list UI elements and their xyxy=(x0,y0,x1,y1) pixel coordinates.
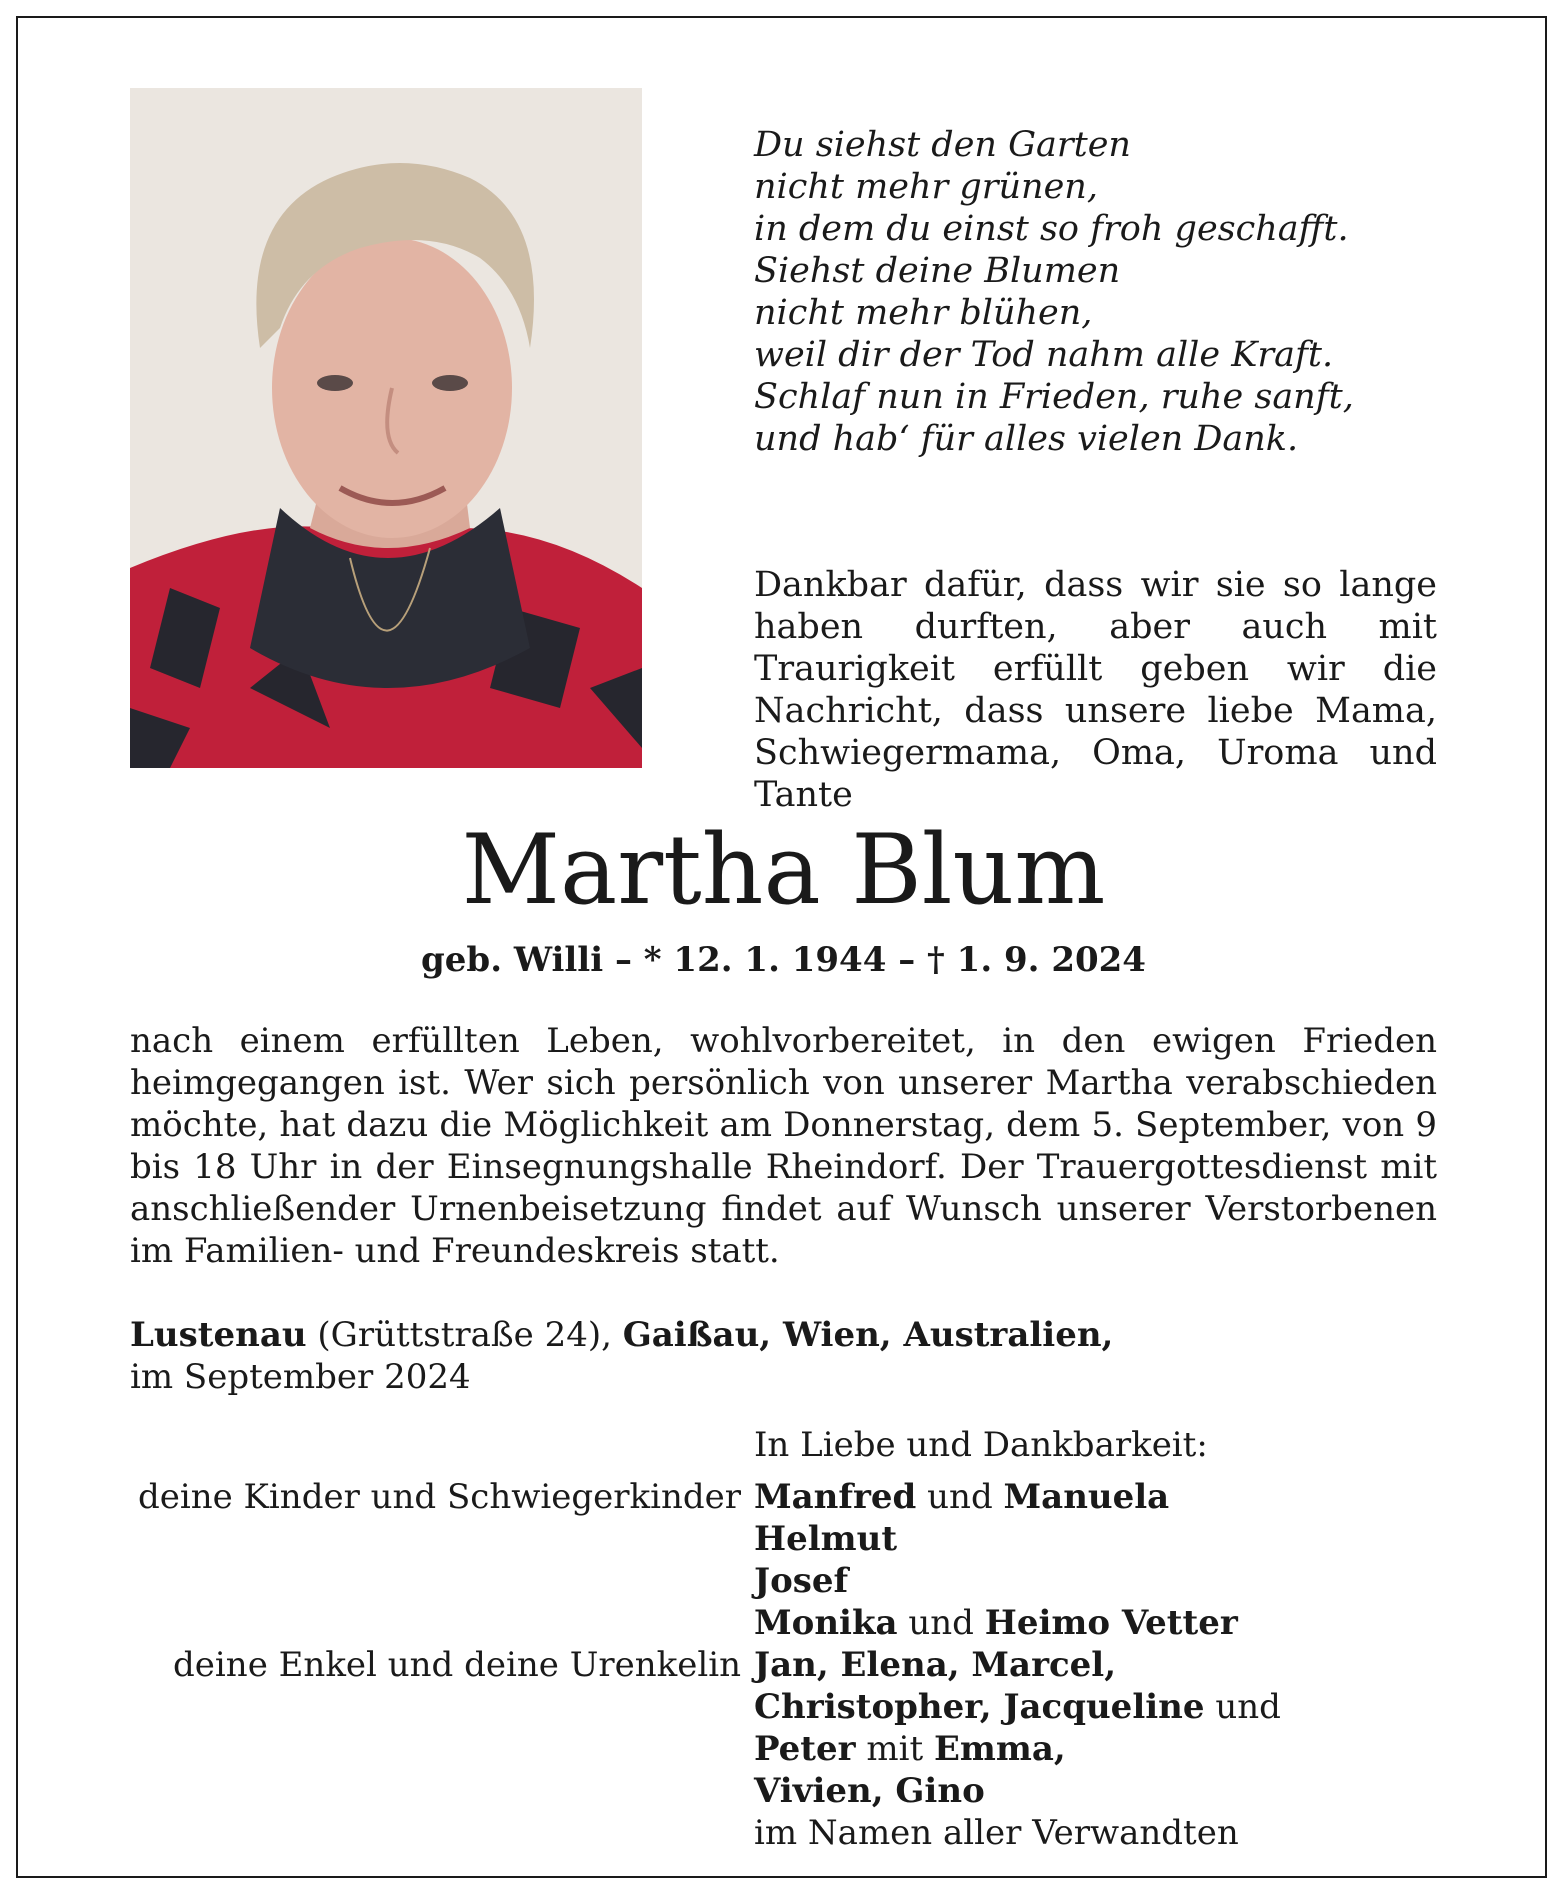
family-names xyxy=(754,1476,1281,1854)
name-line xyxy=(754,1560,1281,1602)
poem xyxy=(754,124,1474,460)
name-line xyxy=(754,1644,1281,1686)
poem-line: und hab‘ für alles vielen Dank. xyxy=(754,419,1299,459)
children-label: deine Kinder und Schwiegerkinder xyxy=(137,1477,741,1517)
closing-line: In Liebe und Dankbarkeit: xyxy=(754,1425,1208,1465)
name-emma: Emma, xyxy=(933,1729,1066,1769)
poem-line: Schlaf nun in Frieden, ruhe sanft, xyxy=(754,377,1354,417)
connector: und xyxy=(1215,1687,1281,1727)
place-and-date xyxy=(130,1314,1437,1398)
name-line xyxy=(754,1770,1281,1812)
intro-paragraph: Dankbar dafür, dass wir sie so lange haben durften, aber auch mit Traurigkeit erfüllt geben wir die Nachricht, dass unsere liebe Mama, Schwiegermama, Oma, Uroma und Tante xyxy=(754,565,1437,815)
name-josef: Josef xyxy=(754,1561,849,1601)
place-line xyxy=(130,1314,1437,1356)
poem-line: Du siehst den Garten xyxy=(754,125,1131,165)
name-line xyxy=(754,1686,1281,1728)
name-line xyxy=(754,1518,1281,1560)
poem-line: nicht mehr blühen, xyxy=(754,293,1093,333)
connector: mit xyxy=(866,1729,924,1769)
date-line: im September 2024 xyxy=(130,1357,471,1397)
deceased-name: Martha Blum xyxy=(461,814,1106,926)
place-others: Gaißau, Wien, Australien, xyxy=(622,1315,1114,1355)
name-vivien-gino: Vivien, Gino xyxy=(754,1771,985,1811)
name-line xyxy=(754,1728,1281,1770)
grandkids-line1: Jan, Elena, Marcel, xyxy=(754,1645,1117,1685)
poem-line: Siehst deine Blumen xyxy=(754,251,1121,291)
connector: und xyxy=(927,1477,993,1517)
grandchildren-label: deine Enkel und deine Urenkelin xyxy=(173,1645,741,1685)
name-christopher-jacqueline: Christopher, Jacqueline xyxy=(754,1687,1205,1727)
place-address: (Grüttstraße 24), xyxy=(317,1315,612,1355)
name-manfred: Manfred xyxy=(754,1477,917,1517)
name-line xyxy=(754,1476,1281,1518)
announcement-paragraph: nach einem erfüllten Leben, wohlvorbereitet, in den ewigen Frieden heimgegangen ist. Wer sich persönlich von unserer Martha verabschieden möchte, hat dazu die Möglichkeit am Donnerstag, dem 5. September, von 9 bis 18 Uhr in der Einsegnungshalle Rheindorf. Der Trauergottesdienst mit anschließender Urnenbeisetzung findet auf Wunsch unserer Verstorbenen im Familien- und Freundeskreis statt. xyxy=(130,1021,1437,1271)
name-manuela: Manuela xyxy=(1003,1477,1170,1517)
place-town: Lustenau xyxy=(130,1315,307,1355)
poem-line: nicht mehr grünen, xyxy=(754,167,1098,207)
name-peter: Peter xyxy=(754,1729,856,1769)
poem-line: in dem du einst so froh geschafft. xyxy=(754,209,1349,249)
name-helmut: Helmut xyxy=(754,1519,898,1559)
name-heimo: Heimo Vetter xyxy=(984,1603,1238,1643)
birth-death-dates: geb. Willi – * 12. 1. 1944 – † 1. 9. 2024 xyxy=(421,940,1146,980)
poem-line: weil dir der Tod nahm alle Kraft. xyxy=(754,335,1334,375)
name-line xyxy=(754,1602,1281,1644)
portrait-photo xyxy=(130,88,642,768)
relatives-line: im Namen aller Verwandten xyxy=(754,1813,1239,1853)
connector: und xyxy=(908,1603,974,1643)
name-monika: Monika xyxy=(754,1603,898,1643)
